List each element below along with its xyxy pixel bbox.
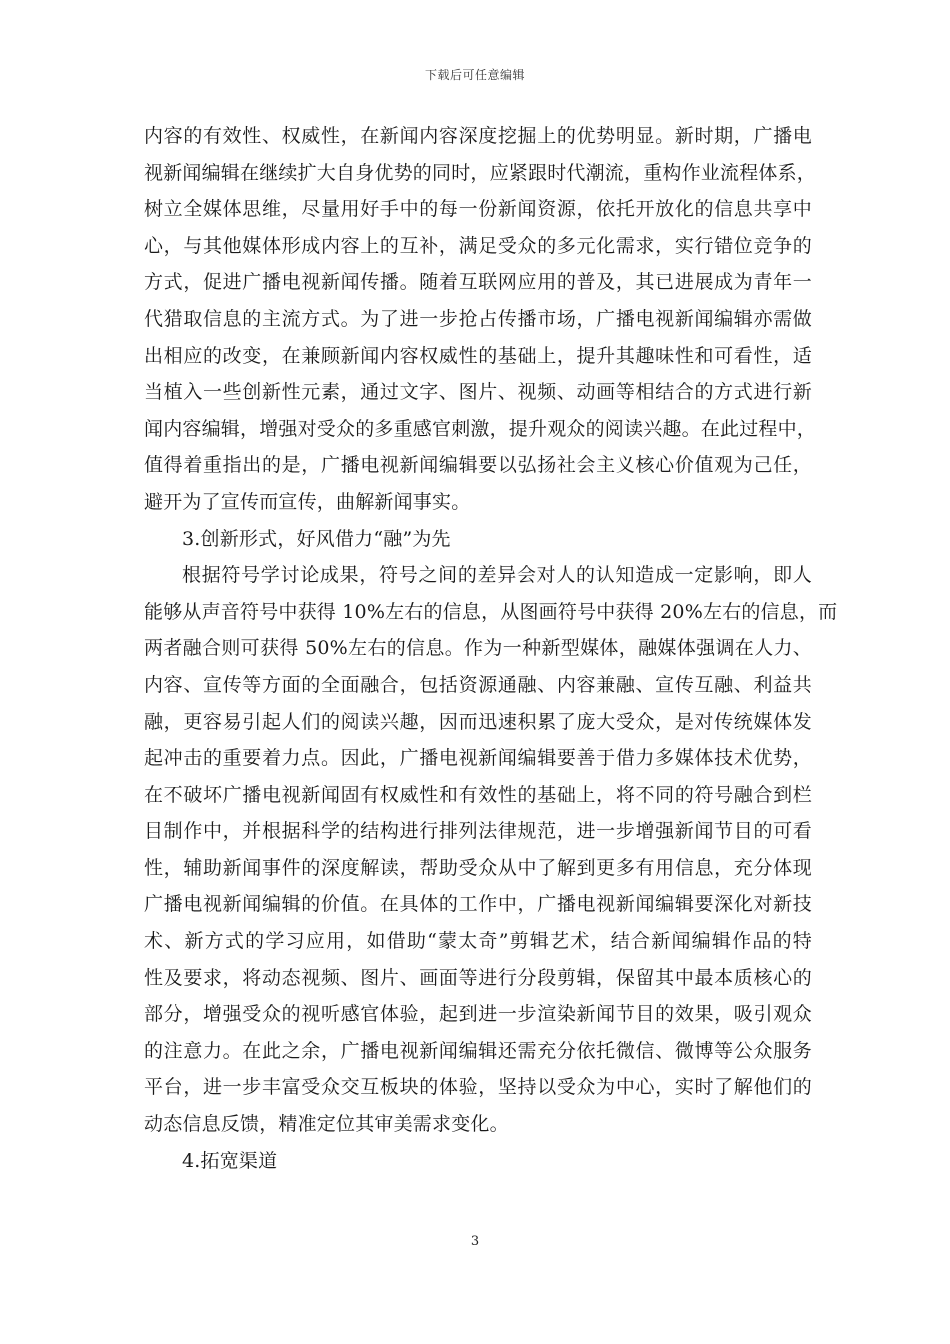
text-line: 当植入一些创新性元素，通过文字、图片、视频、动画等相结合的方式进行新 bbox=[144, 381, 812, 404]
text-line: 两者融合则可获得 50%左右的信息。作为一种新型媒体，融媒体强调在人力、 bbox=[144, 637, 812, 660]
text-line: 性及要求，将动态视频、图片、画面等进行分段剪辑，保留其中最本质核心的 bbox=[144, 966, 812, 989]
text-line: 代猎取信息的主流方式。为了进一步抢占传播市场，广播电视新闻编辑亦需做 bbox=[144, 307, 812, 330]
text-line: 性，辅助新闻事件的深度解读，帮助受众从中了解到更多有用信息，充分体现 bbox=[144, 856, 812, 879]
paragraph bbox=[144, 557, 838, 1143]
section-heading: 3.创新形式，好风借力“融”为先 bbox=[182, 527, 451, 550]
text-line: 避开为了宣传而宣传，曲解新闻事实。 bbox=[144, 490, 471, 513]
text-line: 动态信息反馈，精准定位其审美需求变化。 bbox=[144, 1113, 509, 1136]
text-line: 出相应的改变，在兼顾新闻内容权威性的基础上，提升其趣味性和可看性，适 bbox=[144, 344, 812, 367]
text-line: 内容的有效性、权威性，在新闻内容深度挖掘上的优势明显。新时期，广播电 bbox=[144, 125, 812, 147]
section-heading: 4.拓宽渠道 bbox=[182, 1149, 278, 1172]
text-line: 能够从声音符号中获得 10%左右的信息，从图画符号中获得 20%左右的信息，而 bbox=[144, 600, 838, 623]
text-line: 目制作中，并根据科学的结构进行排列法律规范，进一步增强新闻节目的可看 bbox=[144, 820, 812, 843]
text-line: 融，更容易引起人们的阅读兴趣，因而迅速积累了庞大受众，是对传统媒体发 bbox=[144, 710, 812, 733]
paragraph bbox=[144, 118, 817, 521]
text-line: 心，与其他媒体形成内容上的互补，满足受众的多元化需求，实行错位竞争的 bbox=[144, 234, 812, 257]
text-line: 方式，促进广播电视新闻传播。随着互联网应用的普及，其已进展成为青年一 bbox=[144, 271, 812, 294]
text-line: 平台，进一步丰富受众交互板块的体验，坚持以受众为中心，实时了解他们的 bbox=[144, 1076, 812, 1099]
text-line: 根据符号学讨论成果，符号之间的差异会对人的认知造成一定影响，即人 bbox=[182, 564, 812, 587]
text-line: 部分，增强受众的视听感官体验，起到进一步渲染新闻节目的效果，吸引观众 bbox=[144, 1003, 812, 1026]
text-line: 在不破坏广播电视新闻固有权威性和有效性的基础上，将不同的符号融合到栏 bbox=[144, 783, 812, 806]
text-line: 的注意力。在此之余，广播电视新闻编辑还需充分依托微信、微博等公众服务 bbox=[144, 1039, 812, 1062]
text-line: 内容、宣传等方面的全面融合，包括资源通融、内容兼融、宣传互融、利益共 bbox=[144, 673, 812, 696]
text-line: 广播电视新闻编辑的价值。在具体的工作中，广播电视新闻编辑要深化对新技 bbox=[144, 893, 812, 916]
document-body bbox=[144, 118, 838, 1179]
text-line: 闻内容编辑，增强对受众的多重感官刺激，提升观众的阅读兴趣。在此过程中， bbox=[144, 417, 817, 440]
text-line: 术、新方式的学习应用，如借助“蒙太奇”剪辑艺术，结合新闻编辑作品的特 bbox=[144, 930, 812, 953]
text-line: 视新闻编辑在继续扩大自身优势的同时，应紧跟时代潮流，重构作业流程体系， bbox=[144, 161, 817, 184]
text-line: 树立全媒体思维，尽量用好手中的每一份新闻资源，依托开放化的信息共享中 bbox=[144, 198, 812, 221]
page-header: 下载后可任意编辑 bbox=[424, 68, 525, 82]
page-number: 3 bbox=[470, 1234, 480, 1249]
text-line: 起冲击的重要着力点。因此，广播电视新闻编辑要善于借力多媒体技术优势， bbox=[144, 747, 812, 770]
text-line: 值得着重指出的是，广播电视新闻编辑要以弘扬社会主义核心价值观为己任， bbox=[144, 454, 812, 477]
